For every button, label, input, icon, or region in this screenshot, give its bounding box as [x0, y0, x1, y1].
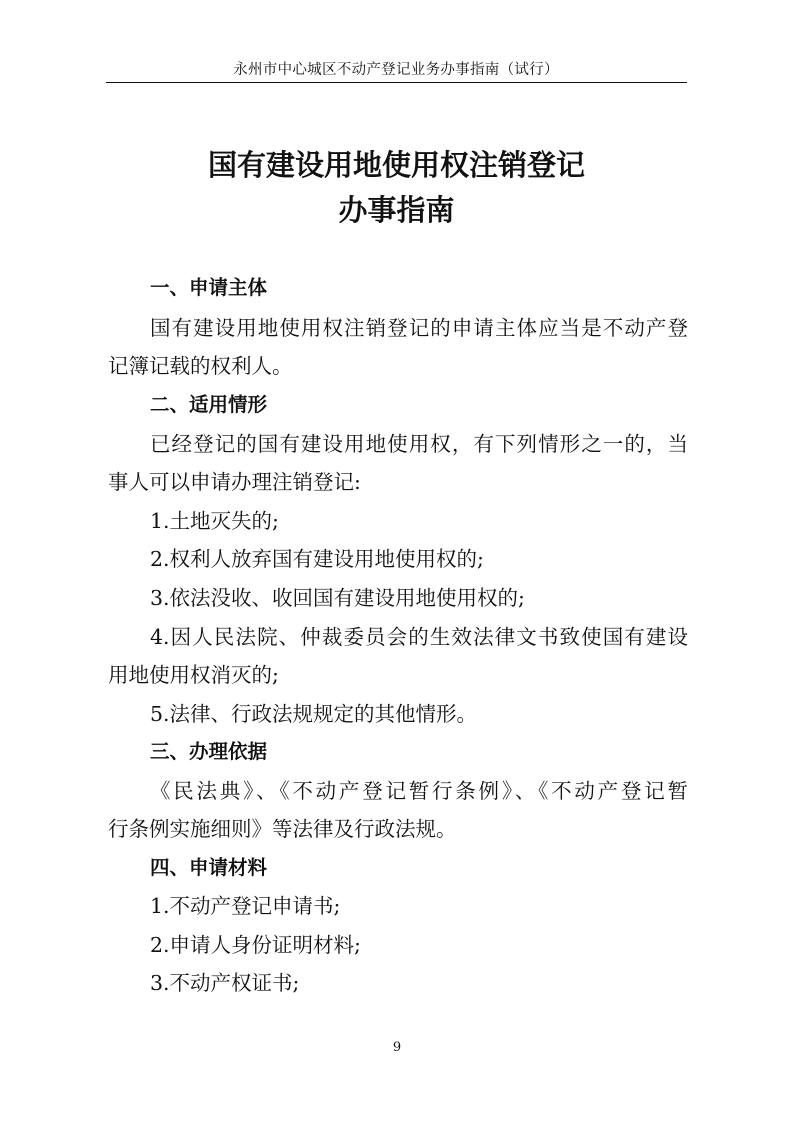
running-header: 永州市中心城区不动产登记业务办事指南（试行）: [233, 62, 559, 78]
situation-item: 4.因人民法院、仲裁委员会的生效法律文书致使国有建设: [150, 625, 688, 649]
situation-item-continuation: 用地使用权消灭的;: [108, 663, 279, 687]
situations-intro-line-2: 事人可以申请办理注销登记:: [108, 470, 361, 494]
basis-text-line-1: 《民法典》、《不动产登记暂行条例》、《不动产登记暂: [150, 779, 688, 803]
section-heading-situations: 二、适用情形: [150, 393, 268, 416]
document-title-line-1: 国有建设用地使用权注销登记: [207, 148, 585, 182]
document-title-line-2: 办事指南: [338, 193, 455, 227]
situation-item: 5.法律、行政法规规定的其他情形。: [150, 702, 478, 726]
situation-item: 2.权利人放弃国有建设用地使用权的;: [150, 547, 484, 571]
situation-item: 3.依法没收、收回国有建设用地使用权的;: [150, 586, 525, 610]
material-item: 3.不动产权证书;: [150, 971, 300, 995]
applicant-text-line-2: 记簿记载的权利人。: [108, 354, 293, 378]
section-heading-applicant: 一、申请主体: [150, 276, 268, 299]
applicant-text-line-1: 国有建设用地使用权注销登记的申请主体应当是不动产登: [150, 316, 688, 340]
situation-item: 1.土地灭失的;: [150, 509, 279, 533]
situations-intro-line-1: 已经登记的国有建设用地使用权，有下列情形之一的，当: [150, 432, 688, 456]
header-divider: [106, 82, 687, 83]
page-number: 9: [392, 1040, 402, 1055]
section-heading-basis: 三、办理依据: [150, 740, 268, 763]
basis-text-line-2: 行条例实施细则》等法律及行政法规。: [108, 817, 457, 841]
section-heading-materials: 四、申请材料: [150, 856, 268, 879]
material-item: 1.不动产登记申请书;: [150, 894, 341, 918]
material-item: 2.申请人身份证明材料;: [150, 933, 361, 957]
